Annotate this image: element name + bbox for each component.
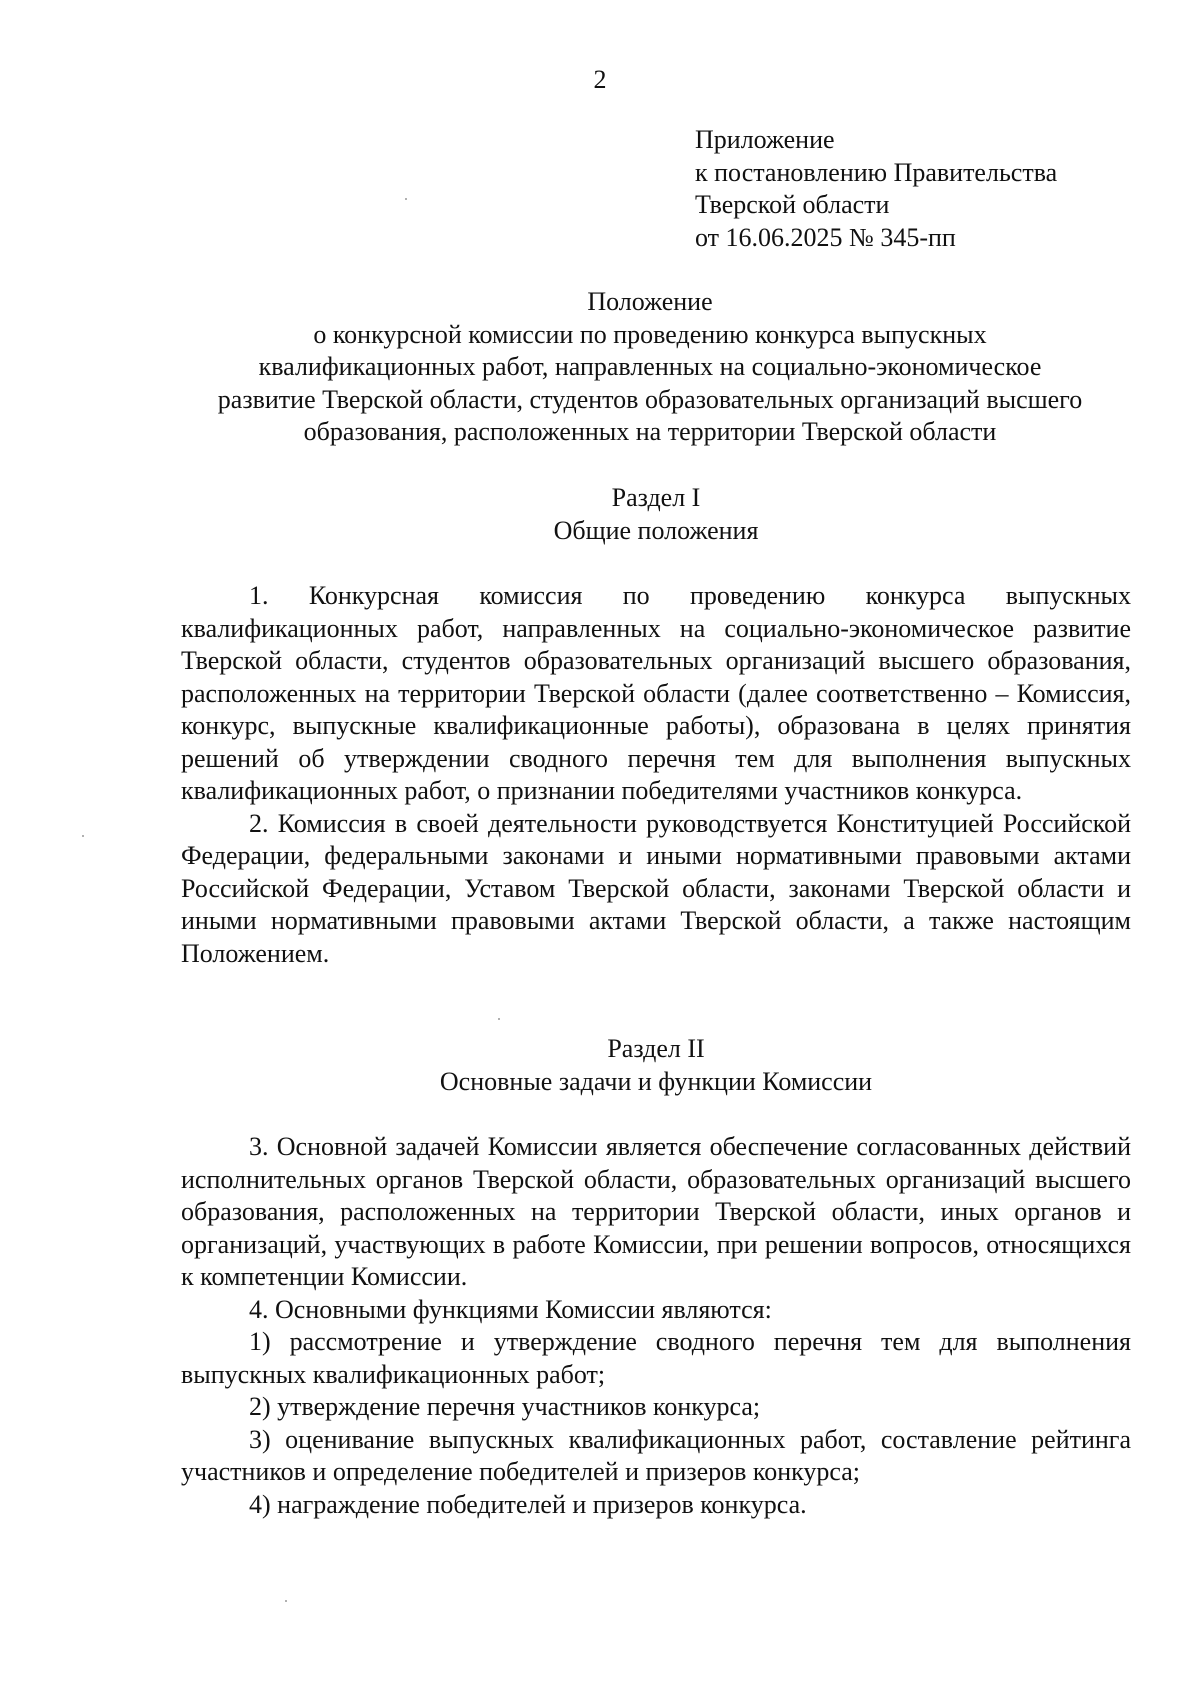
list-item: 3) оценивание выпускных квалификационных работ, составление рейтинга участников и определение победителей и призеров конкурса; [181,1424,1131,1486]
appendix-line: Тверской области [695,190,890,219]
title-line: квалификационных работ, направленных на социально-экономическое [258,352,1042,381]
list-item: 2) утверждение перечня участников конкурса; [249,1392,761,1421]
title-line: образования, расположенных на территории Тверской области [303,417,997,446]
paragraph: 3. Основной задачей Комиссии является обеспечение согласованных действий исполнительных органов Тверской области, образовательных организаций высшего образования, расположенных на территории Тверской области, иных органов и организаций, участвующих в работе Комиссии, при решении вопросов, относящихся к компетенции Комиссии. [181,1132,1131,1291]
appendix-header [695,124,1057,254]
title-line: Положение [587,287,713,316]
section-heading [181,1033,1131,1098]
section-body [181,1131,1131,1521]
paragraph: 1. Конкурсная комиссия по проведению конкурса выпускных квалификационных работ, направленных на социально-экономическое развитие Тверской области, студентов образовательных организаций высшего образования, расположенных на территории Тверской области (далее соответственно – Комиссия, конкурс, выпускные квалификационные работы), образована в целях принятия решений об утверждении сводного перечня тем для выполнения выпускных квалификационных работ, о признании победителями участников конкурса. [181,581,1131,805]
appendix-line: к постановлению Правительства [695,157,1058,187]
section-name: Основные задачи и функции Комиссии [439,1066,873,1096]
scan-speck [285,1600,287,1602]
list-item: 4) награждение победителей и призеров конкурса. [249,1489,807,1519]
paragraph: 4. Основными функциями Комиссии являются: [249,1294,772,1324]
appendix-date-number: от 16.06.2025 № 345-пп [695,222,956,252]
section-label: Раздел I [611,483,701,512]
section-name: Общие положения [553,515,759,545]
list-item: 1) рассмотрение и утверждение сводного перечня тем для выполнения выпускных квалификационных работ; [181,1327,1131,1389]
section-body [181,580,1131,970]
appendix-line: Приложение [695,125,835,154]
section-label: Раздел II [607,1034,705,1063]
scan-speck [498,1018,500,1020]
document-title [150,286,1150,449]
section-heading [181,482,1131,547]
title-line: развитие Тверской области, студентов образовательных организаций высшего [217,384,1083,414]
title-line: о конкурсной комиссии по проведению конкурса выпускных [313,319,987,349]
paragraph: 2. Комиссия в своей деятельности руководствуется Конституцией Российской Федерации, федеральными законами и иными нормативными правовыми актами Российской Федерации, Уставом Тверской области, законами Тверской области и иными нормативными правовыми актами Тверской области, а также настоящим Положением. [181,808,1131,968]
page-number: 2 [593,65,607,94]
scan-speck [405,198,407,200]
scan-speck [82,835,84,837]
